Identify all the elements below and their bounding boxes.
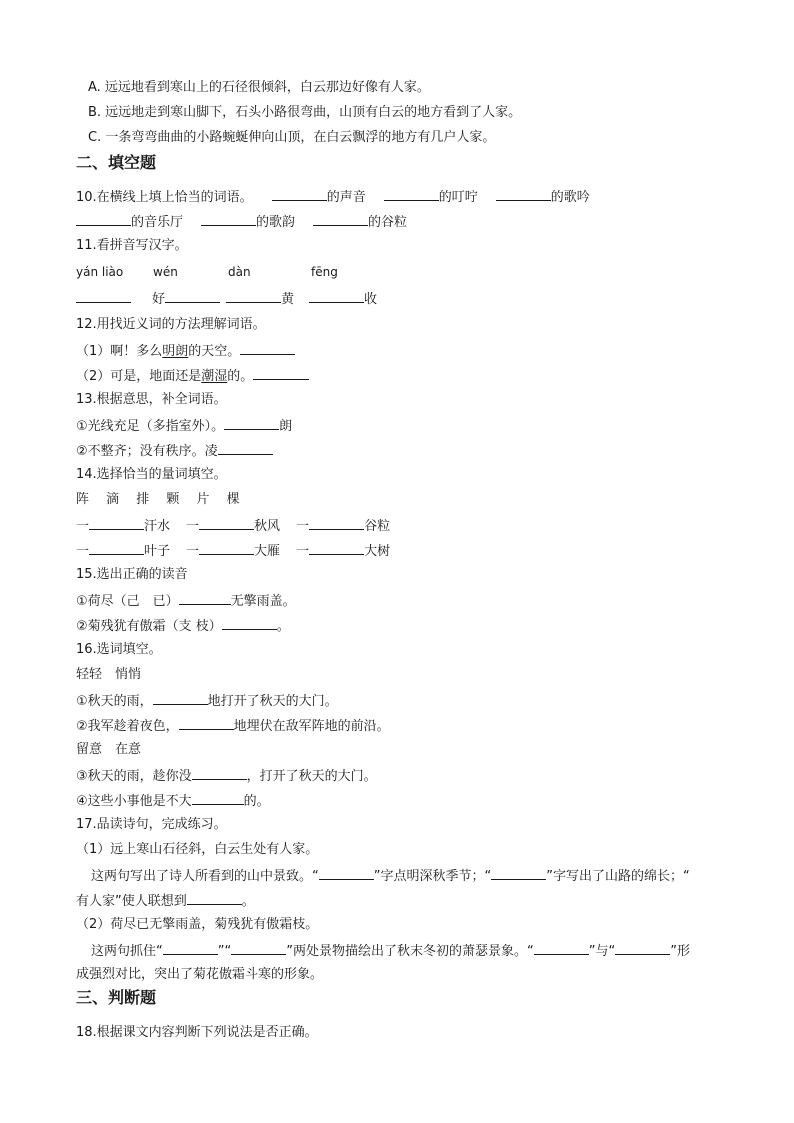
q14-prompt: 14.选择恰当的量词填空。 <box>76 467 227 482</box>
text: ①光线充足（多指室外）。 <box>76 419 225 434</box>
q17-p2-line1 <box>91 941 690 961</box>
text: 叶子 <box>144 544 171 559</box>
q18-prompt: 18.根据课文内容判断下列说法是否正确。 <box>76 1025 318 1040</box>
text: 。 <box>241 894 255 909</box>
blank[interactable] <box>179 716 234 730</box>
text: （2）可是，地面还是 <box>76 369 202 384</box>
pinyin: fēng <box>311 265 338 279</box>
blank[interactable] <box>153 691 208 705</box>
blank[interactable] <box>222 616 277 630</box>
blank[interactable] <box>240 341 295 355</box>
blank[interactable] <box>384 187 439 201</box>
blank[interactable] <box>76 212 131 226</box>
text: 地打开了秋天的大门。 <box>207 694 338 709</box>
q15-item2 <box>76 616 290 636</box>
q16-item1 <box>76 691 338 711</box>
text: ，打开了秋天的大门。 <box>246 769 377 784</box>
q12-prompt: 12.用找近义词的方法理解词语。 <box>76 317 266 332</box>
q16-item2 <box>76 716 390 736</box>
q12-item1 <box>76 341 295 361</box>
text: 地埋伏在敌军阵地的前沿。 <box>233 719 390 734</box>
text: 的天空。 <box>188 344 241 359</box>
q16-group2: 留意 在意 <box>76 742 142 757</box>
q11-prompt: 11.看拼音写汉字。 <box>76 238 188 253</box>
blank[interactable] <box>187 891 242 905</box>
blank[interactable] <box>272 187 327 201</box>
text: ①秋天的雨， <box>76 694 153 709</box>
section-fill-heading: 二、填空题 <box>76 153 157 172</box>
text: 一 <box>296 544 310 559</box>
q12-item2 <box>76 366 309 386</box>
q14-row2 <box>76 541 390 561</box>
q10-line2 <box>76 212 407 232</box>
text: 大树 <box>364 544 391 559</box>
q14-row1 <box>76 516 390 536</box>
text: 一 <box>186 544 200 559</box>
q15-prompt: 15.选出正确的读音 <box>76 567 188 582</box>
blank[interactable] <box>615 941 670 955</box>
blank[interactable] <box>309 516 364 530</box>
text: 一 <box>76 519 90 534</box>
q16-prompt: 16.选词填空。 <box>76 642 162 657</box>
blank[interactable] <box>224 416 279 430</box>
text: 的。 <box>243 794 270 809</box>
blank[interactable] <box>192 766 247 780</box>
q16-group1: 轻轻 悄悄 <box>76 667 142 682</box>
q11-answers <box>76 289 377 309</box>
q17-poem1: （1）远上寒山石径斜，白云生处有人家。 <box>76 842 319 857</box>
q10-line1 <box>76 187 590 207</box>
text: 一 <box>186 519 200 534</box>
q10-word: 的歌韵 <box>256 215 296 230</box>
blank[interactable] <box>231 941 286 955</box>
q16-item3 <box>76 766 377 786</box>
text: ②我军趁着夜色， <box>76 719 179 734</box>
blank[interactable] <box>163 941 218 955</box>
q13-prompt: 13.根据意思，补全词语。 <box>76 392 227 407</box>
option-b: B. 远远地走到寒山脚下，石头小路很弯曲，山顶有白云的地方看到了人家。 <box>88 105 522 120</box>
q15-item1 <box>76 591 296 611</box>
text: 这两句抓住“ <box>91 944 163 959</box>
text: 的。 <box>227 369 254 384</box>
text: 汗水 <box>144 519 171 534</box>
pinyin: yán liào <box>76 265 124 279</box>
text: ③秋天的雨，趁你没 <box>76 769 192 784</box>
pinyin: dàn <box>228 265 251 279</box>
text: ”字点明深秋季节；“ <box>373 869 492 884</box>
text: 朗 <box>279 419 293 434</box>
text: 有人家”使人联想到 <box>76 894 187 909</box>
text: 无擎雨盖。 <box>230 594 296 609</box>
blank[interactable] <box>89 541 144 555</box>
text: ”与“ <box>588 944 616 959</box>
option-c: C. 一条弯弯曲曲的小路蜿蜒伸向山顶，在白云飘浮的地方有几户人家。 <box>88 130 496 145</box>
q17-prompt: 17.品读诗句，完成练习。 <box>76 817 227 832</box>
text: 大雁 <box>254 544 281 559</box>
q13-item2 <box>76 441 273 461</box>
q16-item4 <box>76 791 270 811</box>
section-judge-heading: 三、判断题 <box>76 988 157 1007</box>
text: ②菊残犹有傲霜（支 枝） <box>76 619 222 634</box>
blank[interactable] <box>76 289 131 303</box>
blank[interactable] <box>199 516 254 530</box>
blank[interactable] <box>309 541 364 555</box>
q10-word: 的歌吟 <box>550 190 590 205</box>
text: 谷粒 <box>364 519 391 534</box>
text: ④这些小事他是不大 <box>76 794 192 809</box>
blank[interactable] <box>226 289 281 303</box>
text: 一 <box>76 544 90 559</box>
blank[interactable] <box>89 516 144 530</box>
blank[interactable] <box>192 791 244 805</box>
text: ”字写出了山路的绵长；“ <box>546 869 690 884</box>
q11-char: 黄 <box>281 292 295 307</box>
blank[interactable] <box>179 591 231 605</box>
blank[interactable] <box>309 289 364 303</box>
q10-word: 的音乐厅 <box>131 215 184 230</box>
blank[interactable] <box>313 212 368 226</box>
text: ②不整齐；没有秩序。凌 <box>76 444 218 459</box>
text: （1）啊！多么 <box>76 344 163 359</box>
q17-p2-line2: 成强烈对比，突出了菊花傲霜斗寒的形象。 <box>76 967 324 982</box>
underlined-word: 明朗 <box>162 344 189 359</box>
option-a: A. 远远地看到寒山上的石径很倾斜，白云那边好像有人家。 <box>88 80 430 95</box>
blank[interactable] <box>165 289 220 303</box>
text: 这两句写出了诗人所看到的山中景致。“ <box>91 869 319 884</box>
q11-char: 好 <box>152 292 166 307</box>
text: ”形 <box>670 944 690 959</box>
blank[interactable] <box>199 541 254 555</box>
text: ①荷尽（己 已） <box>76 594 179 609</box>
q13-item1 <box>76 416 292 436</box>
underlined-word: 潮湿 <box>201 369 228 384</box>
text: 一 <box>296 519 310 534</box>
q17-p1-line2 <box>76 891 255 911</box>
q10-word: 的声音 <box>326 190 366 205</box>
blank[interactable] <box>218 441 273 455</box>
q17-p1-line1 <box>91 866 690 886</box>
blank[interactable] <box>319 866 374 880</box>
blank[interactable] <box>534 941 589 955</box>
text: ”“ <box>217 944 232 959</box>
text: ”两处景物描绘出了秋末冬初的萧瑟景象。“ <box>286 944 534 959</box>
text: 秋风 <box>254 519 281 534</box>
q10-word: 的叮咛 <box>438 190 478 205</box>
q10-word: 的谷粒 <box>368 215 408 230</box>
blank[interactable] <box>491 866 546 880</box>
pinyin: wén <box>153 265 178 279</box>
q10-prompt: 10.在横线上填上恰当的词语。 <box>76 190 253 205</box>
q11-char: 收 <box>364 292 378 307</box>
q17-poem2: （2）荷尽已无擎雨盖，菊残犹有傲霜枝。 <box>76 917 319 932</box>
text: 。 <box>276 619 290 634</box>
blank[interactable] <box>253 366 309 380</box>
blank[interactable] <box>496 187 551 201</box>
q14-choices: 阵 滴 排 颗 片 棵 <box>76 492 240 507</box>
blank[interactable] <box>201 212 256 226</box>
